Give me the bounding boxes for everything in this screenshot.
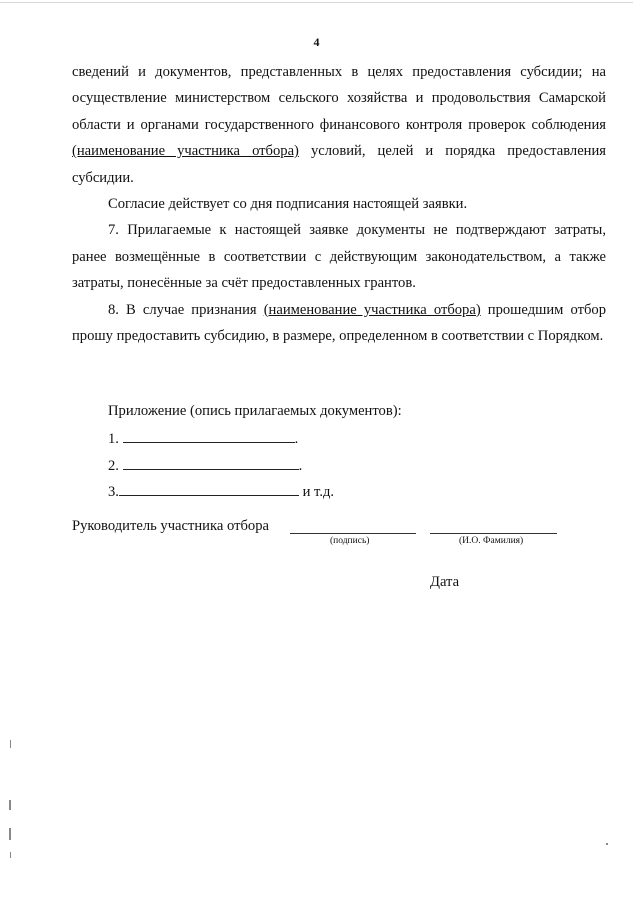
document-body bbox=[72, 59, 606, 349]
participant-placeholder: (наименование участника отбора) bbox=[263, 301, 481, 318]
attachment-item: 1. . bbox=[108, 431, 299, 447]
attachment-item: 2. . bbox=[108, 458, 303, 474]
scan-artifact bbox=[606, 843, 608, 845]
signer-label: Руководитель участника отбора bbox=[72, 518, 269, 534]
date-label: Дата bbox=[430, 574, 460, 590]
name-caption: (И.О. Фамилия) bbox=[459, 536, 524, 546]
page-number: 4 bbox=[313, 35, 320, 49]
signature-line bbox=[290, 533, 416, 534]
paragraph-7: 7. Прилагаемые к настоящей заявке документы не подтверждают затраты, ранее возмещённые в соответствии с действующим законодательством, а также затраты, понесённые за счёт предоставленных грантов. bbox=[72, 222, 606, 292]
scan-artifact bbox=[9, 828, 11, 840]
scan-artifact bbox=[10, 740, 11, 748]
paragraph-8: 8. В случае признания (наименование участника отбора) прошедшим отбор прошу предоставить субсидию, в размере, определенном в соответствии с Порядком. bbox=[72, 301, 606, 345]
participant-placeholder: (наименование участника отбора) bbox=[72, 143, 299, 160]
paragraph-consent-validity: Согласие действует со дня подписания настоящей заявки. bbox=[108, 196, 468, 213]
attachment-blank-line bbox=[123, 456, 299, 470]
scan-edge-line bbox=[0, 2, 633, 3]
scan-artifact bbox=[9, 800, 11, 810]
attachments-heading: Приложение (опись прилагаемых документов): bbox=[108, 403, 402, 419]
name-line bbox=[430, 533, 557, 534]
paragraph-consent: сведений и документов, представленных в целях предоставления субсидии; на осуществление министерством сельского хозяйства и продовольствия Самарской области и органами государственного финансового контроля проверок соблюдения (наименование участника отбора) условий, целей и порядка предоставления субсидии. bbox=[72, 64, 606, 186]
scan-artifact bbox=[10, 852, 11, 858]
attachment-blank-line bbox=[123, 429, 295, 443]
signature-caption: (подпись) bbox=[330, 536, 370, 546]
attachment-blank-line bbox=[119, 482, 299, 496]
attachment-item: 3. и т.д. bbox=[108, 484, 335, 500]
